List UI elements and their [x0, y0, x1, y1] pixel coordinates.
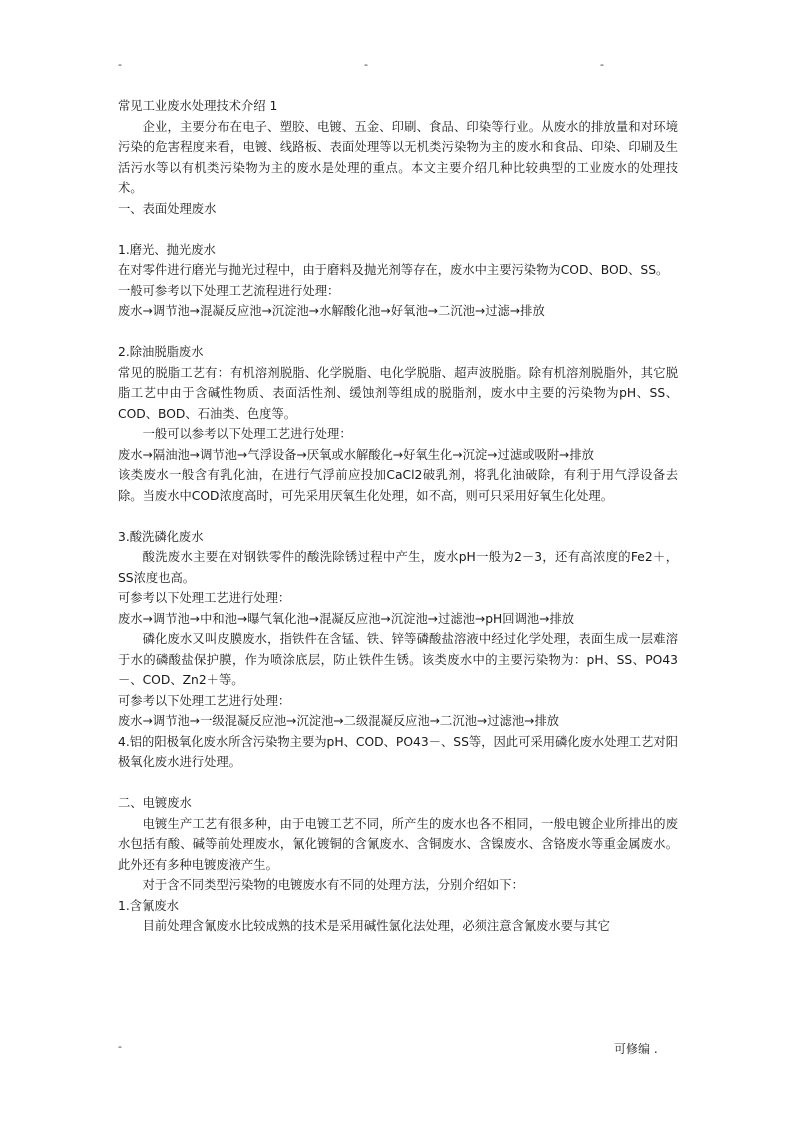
document-body	[118, 96, 678, 937]
subsection-1-1-flow: 废水→调节池→混凝反应池→沉淀池→水解酸化池→好氧池→二沉池→过滤→排放	[118, 304, 545, 318]
section-2-body: 电镀生产工艺有很多种，由于电镀工艺不同，所产生的废水也各不相同，一般电镀企业所排出的废水包括有酸、碱等前处理废水，氰化镀铜的含氰废水、含铜废水、含镍废水、含铬废水等重金属废水。此外还有多种电镀废液产生。	[118, 816, 678, 872]
subsection-1-2-heading: 2.除油脱脂废水	[118, 345, 204, 359]
subsection-1-3-flow: 废水→调节池→中和池→曝气氧化池→混凝反应池→沉淀池→过滤池→pH回调池→排放	[118, 611, 575, 626]
subsection-1-3-flow2: 废水→调节池→一级混凝反应池→沉淀池→二级混凝反应池→二沉池→过滤池→排放	[118, 714, 560, 728]
header-dash-left: -	[118, 58, 122, 71]
section-2-heading: 二、电镀废水	[118, 796, 192, 810]
subsection-1-3-body2: 磷化废水又叫皮膜废水，指铁件在含锰、铁、锌等磷酸盐溶液中经过化学处理，表面生成一层难溶于水的磷酸盐保护膜，作为喷涂底层，防止铁件生锈。该类废水中的主要污染物为：pH、SS、PO43－、COD、Zn2＋等。	[118, 632, 678, 687]
intro-paragraph: 企业，主要分布在电子、塑胶、电镀、五金、印刷、食品、印染等行业。从废水的排放量和对环境污染的危害程度来看，电镀、线路板、表面处理等以无机类污染物为主的废水和食品、印染、印刷及生活污水等以有机类污染物为主的废水是处理的重点。本文主要介绍几种比较典型的工业废水的处理技术。	[118, 119, 678, 195]
subsection-1-3-ref2: 可参考以下处理工艺进行处理：	[118, 693, 291, 708]
subsection-1-1-body: 在对零件进行磨光与抛光过程中，由于磨料及抛光剂等存在，废水中主要污染物为COD、BOD、SS。	[118, 263, 669, 277]
footer-dash: -	[118, 1040, 122, 1053]
subsection-1-3-ref: 可参考以下处理工艺进行处理：	[118, 591, 291, 605]
subsection-1-2-ref: 一般可以参考以下处理工艺进行处理：	[142, 427, 352, 441]
subsection-1-4-body: 4.铝的阳极氧化废水所含污染物主要为pH、COD、PO43－、SS等，因此可采用磷化废水处理工艺对阳极氧化废水进行处理。	[118, 734, 678, 769]
subsection-1-1-heading: 1.磨光、抛光废水	[118, 242, 216, 257]
subsection-1-2-note: 该类废水一般含有乳化油，在进行气浮前应投加CaCl2破乳剂，将乳化油破除，有利于用气浮设备去除。当废水中COD浓度高时，可先采用厌氧生化处理，如不高，则可只采用好氧生化处理。	[118, 468, 678, 503]
footer-editable-label: 可修编 .	[614, 1042, 658, 1056]
document-title: 常见工业废水处理技术介绍 1	[118, 99, 278, 113]
subsection-1-2-flow: 废水→隔油池→调节池→气浮设备→厌氧或水解酸化→好氧生化→沉淀→过滤或吸附→排放	[118, 447, 594, 462]
header-dash-center: -	[364, 58, 368, 71]
subsection-1-3-heading: 3.酸洗磷化废水	[118, 529, 204, 544]
subsection-1-3-body: 酸洗废水主要在对钢铁零件的酸洗除锈过程中产生，废水pH一般为2－3，还有高浓度的Fe2＋，SS浓度也高。	[118, 550, 678, 585]
subsection-2-1-body: 目前处理含氰废水比较成熟的技术是采用碱性氯化法处理，必须注意含氰废水要与其它	[142, 919, 610, 933]
section-2-body2: 对于含不同类型污染物的电镀废水有不同的处理方法，分别介绍如下：	[142, 878, 524, 892]
subsection-1-2-body: 常见的脱脂工艺有：有机溶剂脱脂、化学脱脂、电化学脱脂、超声波脱脂。除有机溶剂脱脂外，其它脱脂工艺中由于含碱性物质、表面活性剂、缓蚀剂等组成的脱脂剂，废水中主要的污染物为pH、SS、COD、BOD、石油类、色度等。	[118, 365, 678, 421]
header-dash-right: -	[600, 58, 604, 71]
section-1-heading: 一、表面处理废水	[118, 201, 217, 216]
subsection-2-1-heading: 1.含氰废水	[118, 898, 179, 913]
subsection-1-1-ref: 一般可参考以下处理工艺流程进行处理：	[118, 283, 340, 298]
